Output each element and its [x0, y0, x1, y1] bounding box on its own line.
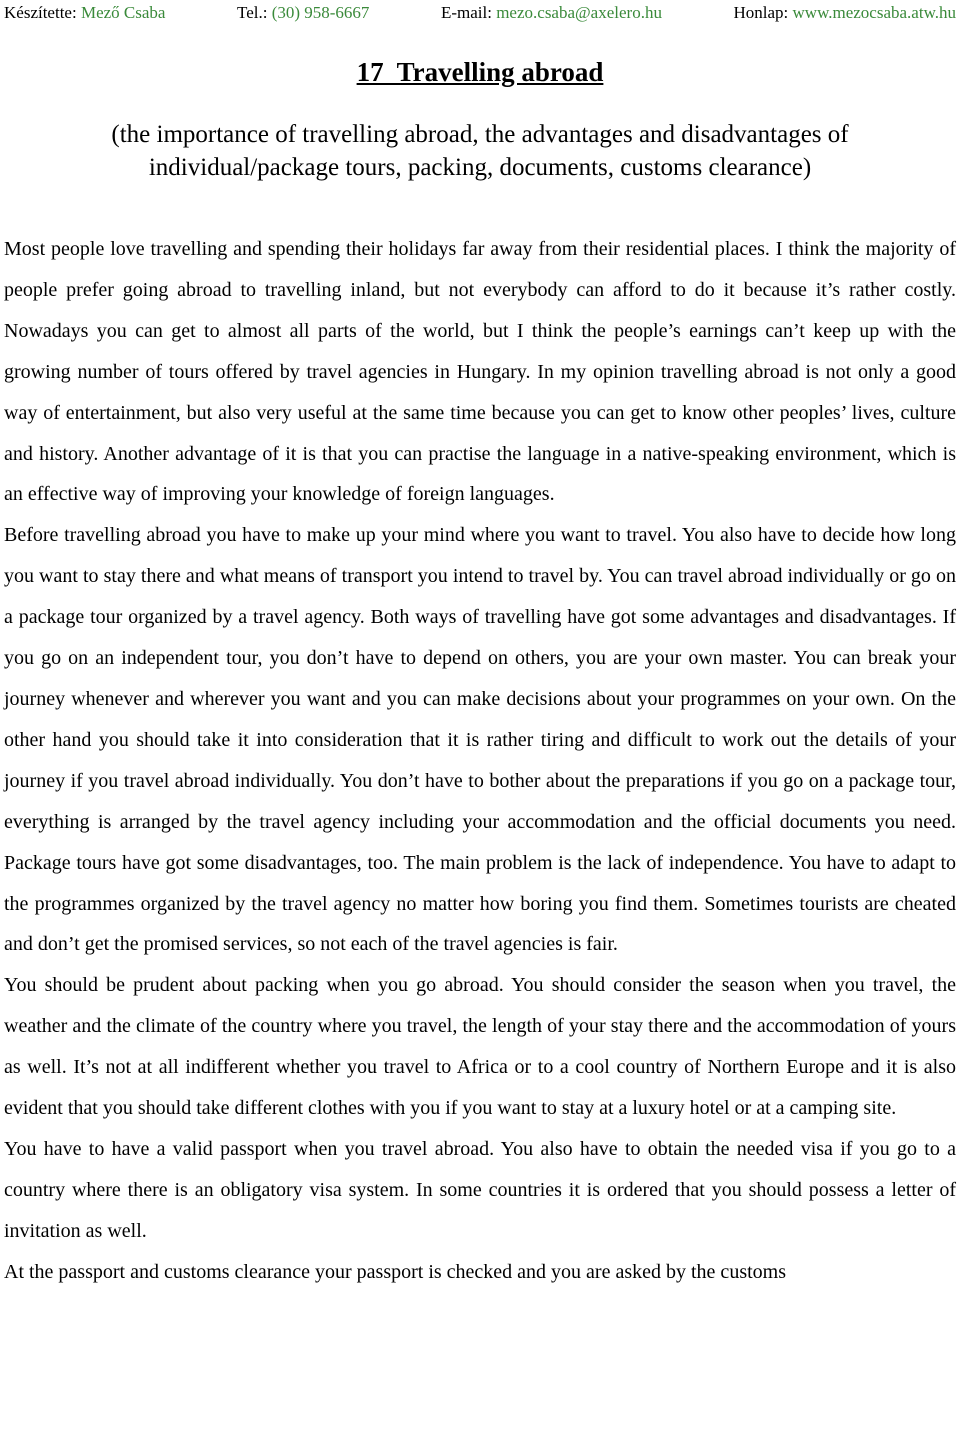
- body-text: [4, 229, 956, 1293]
- paragraph: Before travelling abroad you have to make up your mind where you want to travel. You also have to decide how long you want to stay there and what means of transport you intend to travel by. You can travel abroad individually or go on a package tour organized by a travel agency. Both ways of travelling have got some advantages and disadvantages. If you go on an independent tour, you don’t have to depend on others, you are your own master. You can break your journey whenever and wherever you want and you can make decisions about your programmes on your own. On the other hand you should take it into consideration that it is rather tiring and difficult to work out the details of your journey if you travel abroad individually. You don’t have to bother about the preparations if you go on a package tour, everything is arranged by the travel agency including your accommodation and the official documents you need. Package tours have got some disadvantages, too. The main problem is the lack of independence. You have to adapt to the programmes organized by the travel agency no matter how boring you find them. Sometimes tourists are cheated and don’t get the promised services, so not each of the travel agencies is fair.: [4, 524, 956, 956]
- page-title: 17 Travelling abroad: [356, 57, 604, 87]
- page-header: [4, 2, 956, 24]
- author-label: Készítette:: [4, 3, 77, 22]
- email-info: [441, 2, 662, 24]
- author-info: [4, 2, 165, 24]
- paragraph: You should be prudent about packing when you go abroad. You should consider the season when you travel, the weather and the climate of the country where you travel, the length of your stay there and the accommodation of yours as well. It’s not at all indifferent whether you travel to Africa or to a cool country of Northern Europe and it is also evident that you should take different clothes with you if you want to stay at a luxury hotel or at a camping site.: [4, 974, 956, 1120]
- email-label: E-mail:: [440, 3, 492, 22]
- web-info: [733, 2, 956, 24]
- paragraph: Most people love travelling and spending their holidays far away from their residential places. I think the majority of people prefer going abroad to travelling inland, but not everybody can afford to do it because it’s rather costly. Nowadays you can get to almost all parts of the world, but I think the people’s earnings can’t keep up with the growing number of tours offered by travel agencies in Hungary. In my opinion travelling abroad is not only a good way of entertainment, but also very useful at the same time because you can get to know other peoples’ lives, culture and history. Another advantage of it is that you can practise the language in a native-speaking environment, which is an effective way of improving your knowledge of foreign languages.: [4, 238, 956, 506]
- paragraph: You have to have a valid passport when you travel abroad. You also have to obtain the needed visa if you go to a country where there is an obligatory visa system. In some countries it is ordered that you should possess a letter of invitation as well.: [4, 1137, 956, 1242]
- tel-label: Tel.:: [237, 3, 268, 22]
- page-subtitle: (the importance of travelling abroad, the advantages and disadvantages of individual/package tours, packing, documents, customs clearance): [111, 121, 849, 181]
- paragraph: At the passport and customs clearance your passport is checked and you are asked by the customs: [4, 1260, 786, 1283]
- author-name: Mező Csaba: [80, 3, 166, 22]
- tel-info: [237, 2, 369, 24]
- web-label: Honlap:: [733, 3, 789, 22]
- email-link[interactable]: mezo.csaba@axelero.hu: [496, 3, 662, 22]
- web-link[interactable]: www.mezocsaba.atw.hu: [792, 3, 956, 22]
- tel-value: (30) 958-6667: [271, 3, 370, 22]
